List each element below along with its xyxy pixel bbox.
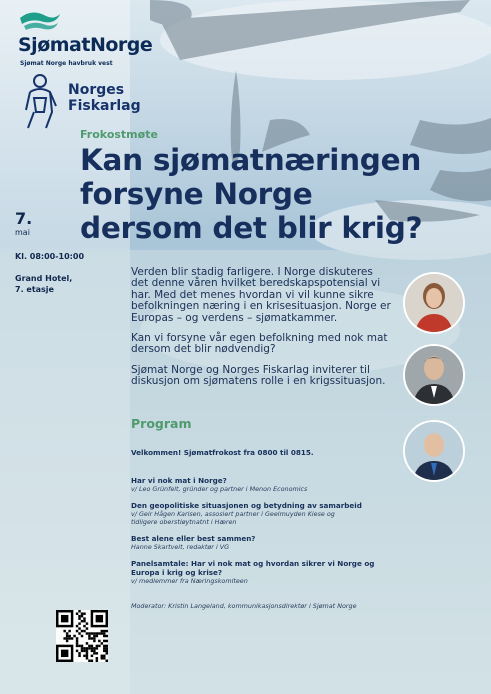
portrait-man-icon: [405, 422, 463, 480]
event-day: 7.: [15, 209, 33, 228]
wave-logo-icon: [18, 10, 62, 32]
program-heading: Program: [131, 416, 192, 431]
program-agenda: [131, 476, 411, 593]
qr-code-icon[interactable]: [56, 610, 108, 662]
agenda-item-speaker: v/ Geir Hågen Karlsen, assosiert partner i Geelmuyden Kiese og: [131, 510, 335, 518]
speaker-photo: [403, 272, 465, 334]
agenda-item: [131, 534, 411, 551]
agenda-item-title: Panelsamtale: Har vi nok mat og hvordan sikrer vi Norge og: [131, 559, 375, 568]
intro-paragraph: Kan vi forsyne vår egen befolkning med nok mat dersom det blir nødvendig?: [131, 332, 388, 356]
program-moderator: Moderator: Kristin Langeland, kommunikasjonsdirektør i Sjømat Norge: [131, 602, 357, 610]
speaker-photo: [403, 420, 465, 482]
agenda-item-speaker: v/ Leo Grünfelt, gründer og partner i Menon Economics: [131, 485, 308, 493]
venue-line: Grand Hotel,: [15, 274, 73, 283]
agenda-item-speaker: v/ medlemmer fra Næringskomiteen: [131, 577, 248, 585]
agenda-item-title: Europa i krig og krise?: [131, 568, 223, 577]
intro-paragraph: Sjømat Norge og Norges Fiskarlag inviterer til diskusjon om sjømatens rolle i en krigssituasjon.: [131, 363, 386, 388]
agenda-item-title: Den geopolitiske situasjonen og betydning av samarbeid: [131, 501, 362, 510]
norges-fiskarlag-logo: [20, 72, 140, 132]
logo-tagline: Sjømat Norge havbruk vest: [20, 60, 113, 67]
program-welcome: Velkommen! Sjømatfrokost fra 0800 til 0815.: [131, 448, 314, 457]
partner-name-line1: Norges: [68, 82, 125, 98]
agenda-item: [131, 559, 411, 585]
event-title: [80, 143, 480, 245]
event-title-line: dersom det blir krig?: [80, 211, 423, 245]
portrait-man-icon: [405, 346, 463, 404]
partner-name-line2: Fiskarlag: [68, 98, 141, 114]
event-time: Kl. 08:00-10:00: [15, 252, 85, 261]
event-month: mai: [15, 228, 30, 237]
event-type-label: Frokostmøte: [80, 128, 158, 141]
agenda-item-title: Har vi nok mat i Norge?: [131, 476, 227, 485]
speaker-photo: [403, 344, 465, 406]
event-date: [15, 210, 32, 238]
intro-paragraph: Verden blir stadig farligere. I Norge diskuteres det denne våren hvilket beredskapspotensial vi har. Med det menes hvordan vi vil kunne sikre befolkningen næring i en krisesituasjon. Norge er Europas – og verdens – sjømatkammer.: [131, 266, 391, 324]
intro-text: [131, 267, 393, 397]
agenda-item-speaker: tidligere oberstløytnatnt i Hæren: [131, 518, 237, 526]
logo-name: SjømatNorge: [18, 34, 153, 56]
event-title-line: forsyne Norge: [80, 177, 313, 211]
event-title-line: Kan sjømatnæringen: [80, 143, 422, 177]
fisherman-figure-icon: [20, 72, 60, 130]
agenda-item-speaker: Hanne Skartveit, redaktør i VG: [131, 543, 230, 551]
portrait-woman-icon: [405, 274, 463, 332]
agenda-item: [131, 476, 411, 493]
venue-line: 7. etasje: [15, 285, 54, 294]
agenda-item-title: Best alene eller best sammen?: [131, 534, 256, 543]
agenda-item: [131, 501, 411, 526]
event-venue: [15, 273, 72, 295]
